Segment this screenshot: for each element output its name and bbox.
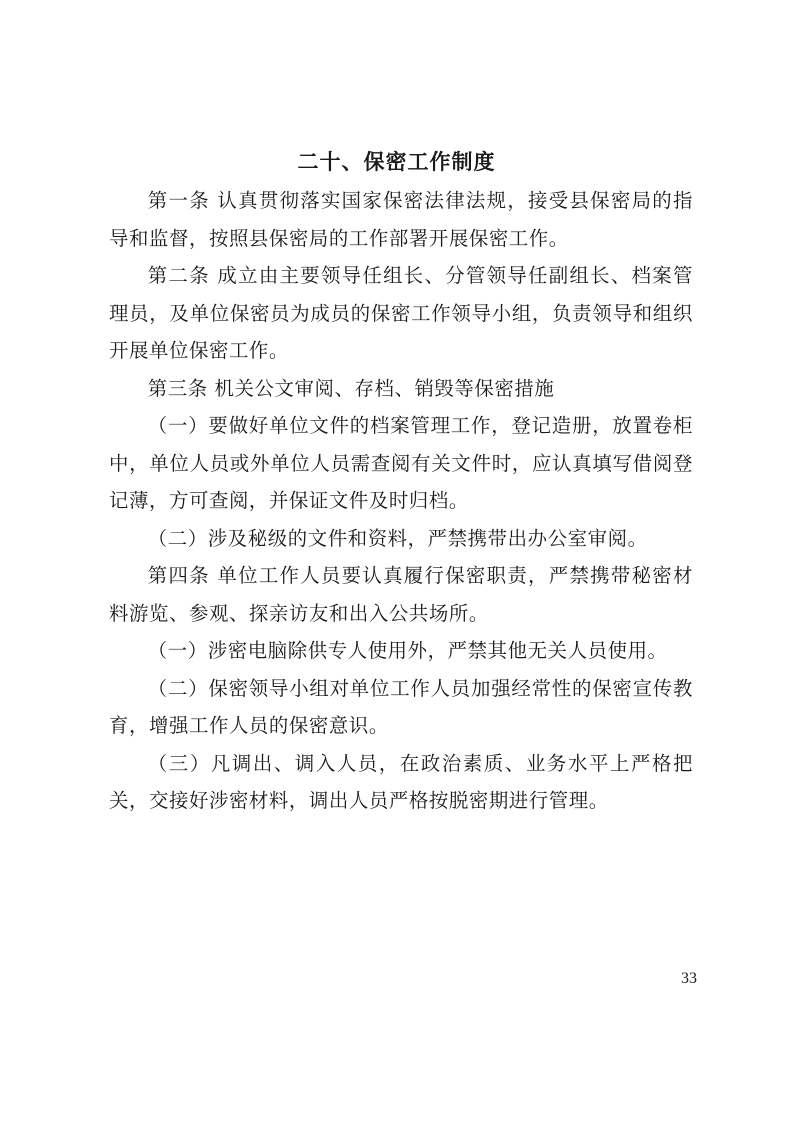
paragraph-article-3-item-1: （一）要做好单位文件的档案管理工作，登记造册，放置卷柜中，单位人员或外单位人员需查阅有关文件时，应认真填写借阅登记薄，方可查阅，并保证文件及时归档。 (109, 414, 693, 512)
paragraph-article-3: 第三条 机关公文审阅、存档、销毁等保密措施 (147, 376, 555, 400)
document-title: 二十、保密工作制度 (297, 150, 496, 174)
page-number: 33 (681, 970, 697, 987)
paragraph-article-4-item-1: （一）涉密电脑除供专人使用外，严禁其他无关人员使用。 (147, 639, 668, 662)
paragraph-article-3-item-2: （二）涉及秘级的文件和资料，严禁携带出办公室审阅。 (147, 526, 648, 550)
paragraph-article-4: 第四条 单位工作人员要认真履行保密职责，严禁携带秘密材料游览、参观、探亲访友和出入公共场所。 (109, 564, 693, 625)
paragraph-article-4-item-3: （三）凡调出、调入人员，在政治素质、业务水平上严格把关，交接好涉密材料，调出人员严格按脱密期进行管理。 (109, 751, 693, 812)
paragraph-article-1: 第一条 认真贯彻落实国家保密法律法规，接受县保密局的指导和监督，按照县保密局的工作部署开展保密工作。 (109, 189, 693, 250)
paragraph-article-2: 第二条 成立由主要领导任组长、分管领导任副组长、档案管理员，及单位保密员为成员的保密工作领导小组，负责领导和组织开展单位保密工作。 (109, 264, 693, 362)
paragraph-article-4-item-2: （二）保密领导小组对单位工作人员加强经常性的保密宣传教育，增强工作人员的保密意识。 (109, 676, 693, 737)
document-body (109, 182, 693, 820)
